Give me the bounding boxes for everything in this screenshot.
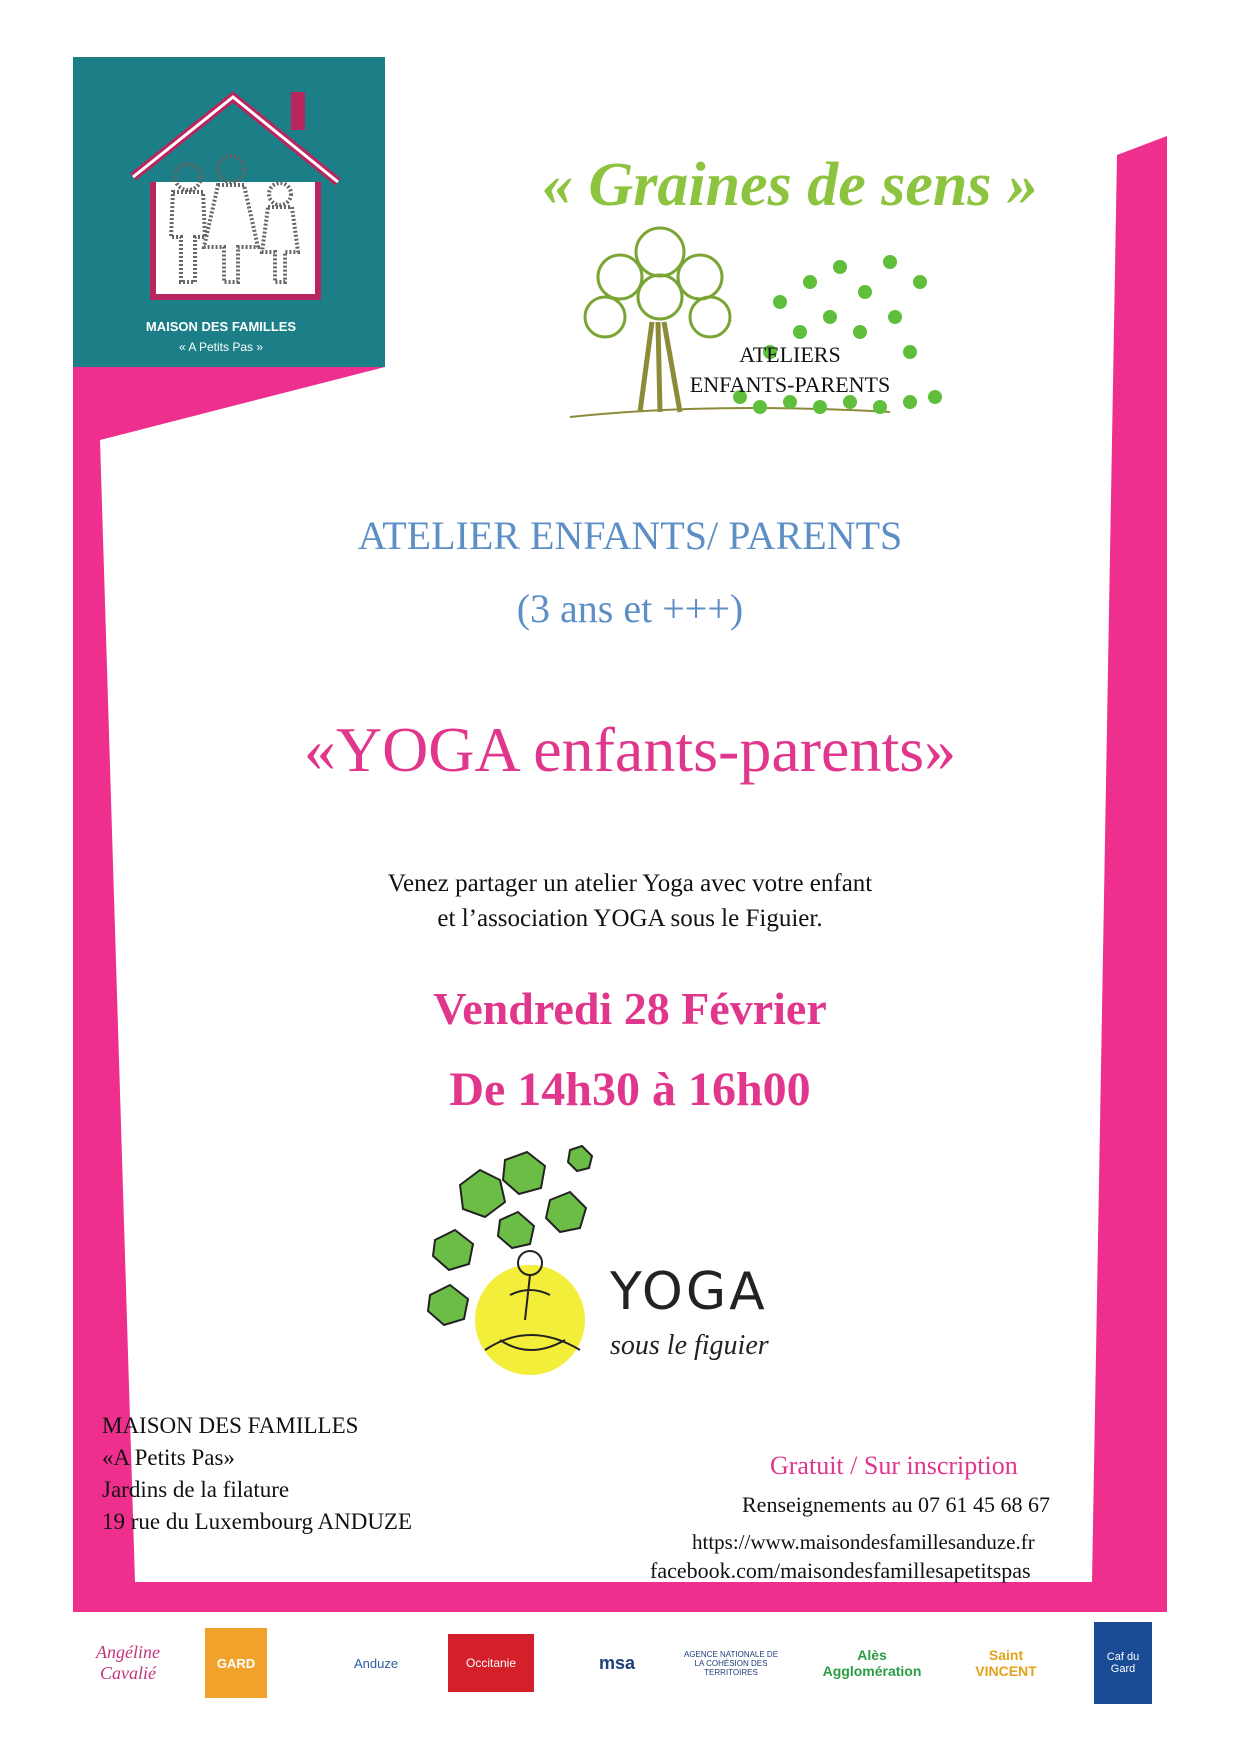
maison-des-familles-logo (73, 57, 385, 367)
logo-title: MAISON DES FAMILLES (145, 319, 297, 334)
atelier-heading: ATELIER ENFANTS/ PARENTS (357, 513, 903, 558)
partner-logo-ales-agglomeration: Alès Agglomération (822, 1647, 922, 1679)
description-line1: Venez partager un atelier Yoga avec votre enfant (387, 870, 873, 897)
phone-info: Renseignements au 07 61 45 68 67 (742, 1492, 1050, 1517)
age-note: (3 ans et +++) (516, 586, 744, 631)
partner-logo-anduze: Anduze (353, 1655, 399, 1671)
address-line3: Jardins de la filature (102, 1477, 290, 1502)
website-link[interactable]: https://www.maisondesfamillesanduze.fr (692, 1530, 1035, 1554)
logo-subtitle: « A Petits Pas » (178, 340, 264, 354)
tree-illustration (560, 222, 960, 432)
month-label: Février (1001, 75, 1129, 124)
event-time: De 14h30 à 16h00 (449, 1063, 811, 1116)
workshop-series-title: « Graines de sens » (541, 151, 1039, 219)
partner-logo-saint-vincent: Saint VINCENT (975, 1647, 1037, 1679)
partner-logo-msa: msa (598, 1652, 636, 1673)
address-line4: 19 rue du Luxembourg ANDUZE (102, 1509, 413, 1534)
partner-logo-gard: GARD (205, 1628, 267, 1698)
partner-logo-caf-gard: Caf du Gard (1094, 1622, 1152, 1704)
yoga-logo-word: YOGA (610, 1262, 768, 1322)
partner-logo-occitanie: Occitanie (448, 1634, 534, 1692)
tree-caption-line1: ATELIERS (739, 342, 841, 367)
free-registration: Gratuit / Sur inscription (770, 1451, 1018, 1480)
facebook-link[interactable]: facebook.com/maisondesfamillesapetitspas (650, 1558, 1031, 1583)
main-title: «YOGA enfants-parents» (303, 714, 957, 785)
event-date: Vendredi 28 Février (433, 983, 827, 1034)
address-line2: «A Petits Pas» (102, 1445, 235, 1470)
description-line2: et l’association YOGA sous le Figuier. (437, 905, 823, 932)
tree-caption (640, 340, 940, 400)
yoga-figuier-logo-icon (420, 1145, 620, 1375)
partner-logo-angeline-cavalie: Angéline Cavalié (96, 1642, 160, 1683)
address-line1: MAISON DES FAMILLES (102, 1413, 359, 1438)
tree-caption-line2: ENFANTS-PARENTS (689, 372, 891, 397)
yoga-logo-subtitle: sous le figuier (610, 1330, 769, 1361)
partner-logo-anct: AGENCE NATIONALE DE LA COHÉSION DES TERRITOIRES (683, 1649, 779, 1677)
